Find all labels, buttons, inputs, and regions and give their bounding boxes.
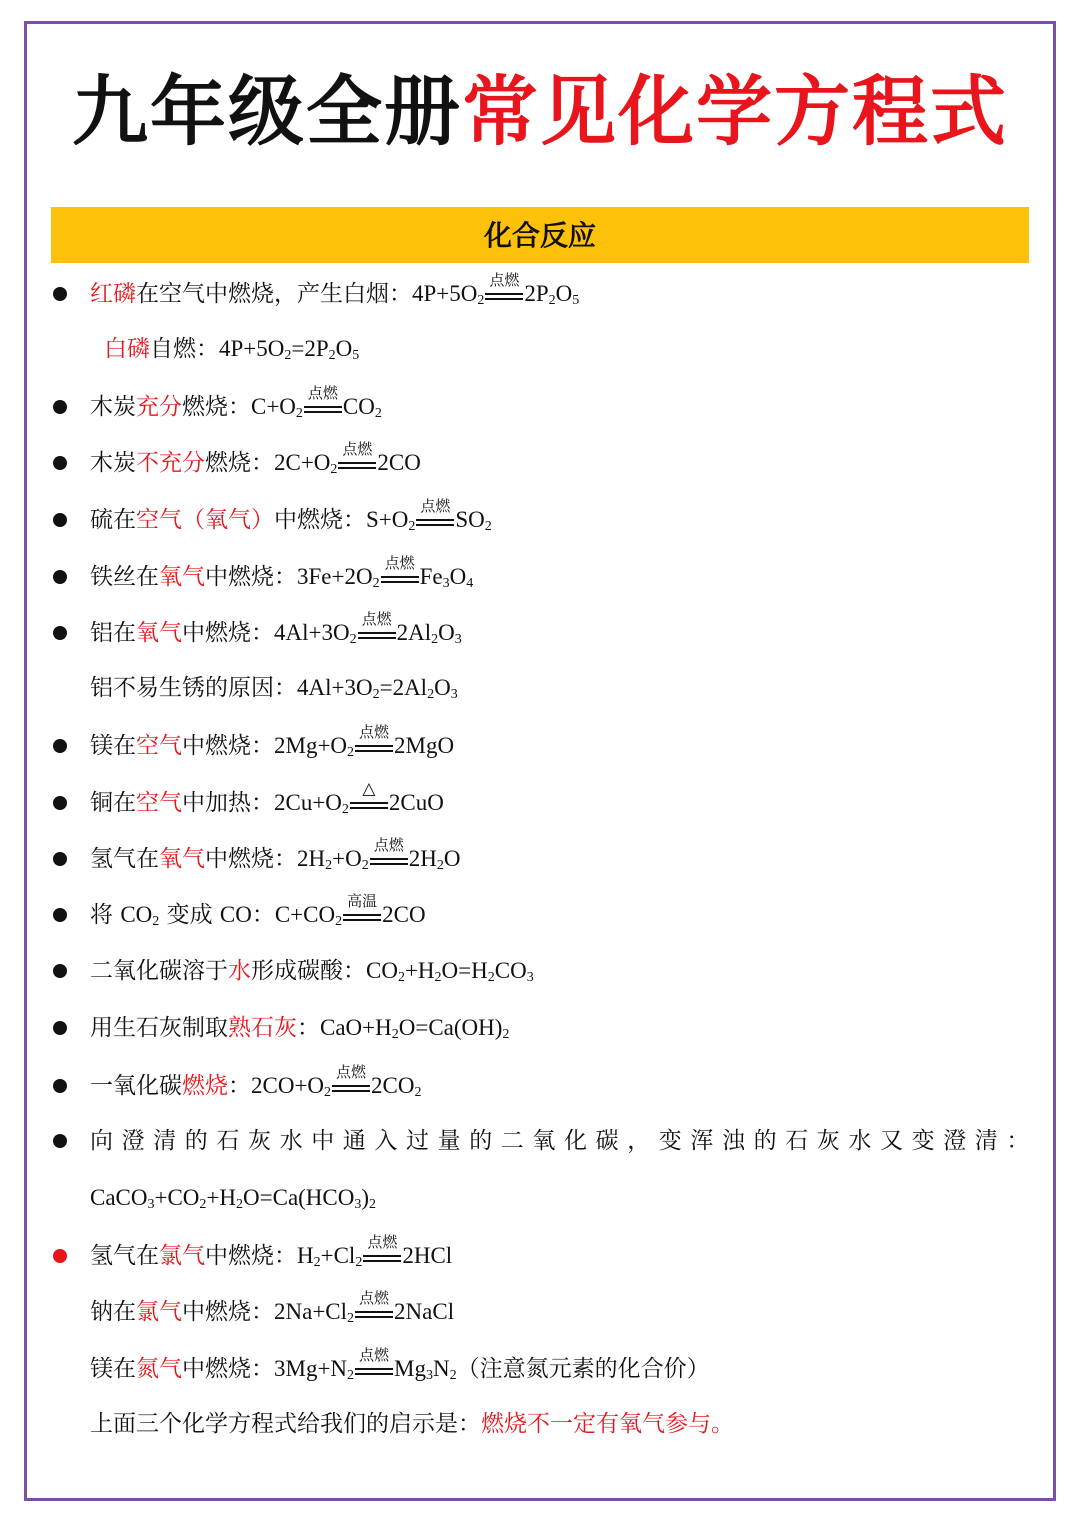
bullet: [53, 400, 67, 414]
reaction-condition: △: [349, 789, 389, 819]
reaction-condition: 点燃: [369, 845, 409, 875]
list-item: 白磷自燃：$4P+5O_2=2P_2O_5$: [104, 336, 360, 363]
list-item: 向澄清的石灰水中通入过量的二氧化碳，变浑浊的石灰水又变澄清：: [90, 1121, 1038, 1161]
bullet: [53, 964, 67, 978]
reaction-condition: 点燃: [484, 280, 524, 310]
list-item: 木炭充分燃烧：$C+O_2$ 点燃 $CO_2$: [90, 387, 382, 427]
list-item: 氢气在氧气中燃烧：$2H_2+O_2$ 点燃 $2H_2O$: [90, 839, 460, 879]
reaction-condition: 点燃: [354, 1298, 394, 1328]
list-item: 镁在氮气中燃烧：$3Mg+N_2$ 点燃 $Mg_3N_2$（注意氮元素的化合价）: [90, 1345, 710, 1383]
reaction-condition: 点燃: [415, 506, 455, 536]
bullet: [53, 570, 67, 584]
list-item: $CaCO_3+CO_2+H_2O=Ca(HCO_3)_2$: [90, 1185, 377, 1212]
list-item: 铁丝在氧气中燃烧：$3Fe+2O_2$ 点燃 $Fe_3O_4$: [90, 557, 473, 597]
reaction-condition: 点燃: [354, 1355, 394, 1385]
bullet: [53, 1021, 67, 1035]
list-item: 氢气在氯气中燃烧：$H_2+Cl_2$ 点燃 2HCl: [90, 1236, 452, 1276]
section-header: 化合反应: [51, 207, 1029, 263]
page-title: 九年级全册常见化学方程式: [72, 67, 1008, 156]
bullet: [53, 1249, 67, 1263]
list-item: 红磷在空气中燃烧，产生白烟：$4P+5O_2$ 点燃 $2P_2O_5$: [90, 274, 579, 314]
list-item: 上面三个化学方程式给我们的启示是：燃烧不一定有氧气参与。: [90, 1411, 734, 1437]
bullet: [53, 513, 67, 527]
list-item: 铝在氧气中燃烧：$4Al+3O_2$ 点燃 $2Al_2O_3$: [90, 613, 462, 653]
reaction-condition: 点燃: [337, 449, 377, 479]
reaction-condition: 高温: [342, 901, 382, 931]
list-item: 镁在空气中燃烧：$2Mg+O_2$ 点燃 2MgO: [90, 726, 454, 766]
reaction-condition: 点燃: [357, 619, 397, 649]
list-item: 钠在氯气中燃烧：$2Na+Cl_2$ 点燃 2NaCl: [90, 1288, 455, 1326]
list-item: 将 $CO_2$ 变成 CO：$C+CO_2$ 高温 2CO: [90, 895, 426, 935]
reaction-condition: 点燃: [380, 563, 420, 593]
reaction-condition: 点燃: [354, 732, 394, 762]
list-item: 木炭不充分燃烧：$2C+O_2$ 点燃 2CO: [90, 443, 421, 483]
bullet: [53, 626, 67, 640]
list-item: 一氧化碳燃烧：$2CO+O_2$ 点燃 $2CO_2$: [90, 1066, 422, 1106]
list-item: 二氧化碳溶于水形成碳酸：$CO_2+H_2O=H_2CO_3$: [90, 951, 534, 991]
list-item: 铝不易生锈的原因：$4Al+3O_2=2Al_2O_3$: [90, 675, 458, 702]
list-item: 硫在空气（氧气）中燃烧：$S+O_2$ 点燃 $SO_2$: [90, 500, 492, 540]
bullet: [53, 1134, 67, 1148]
bullet: [53, 739, 67, 753]
reaction-condition: 点燃: [362, 1242, 402, 1272]
reaction-condition: 点燃: [331, 1072, 371, 1102]
bullet: [53, 852, 67, 866]
bullet: [53, 287, 67, 301]
bullet: [53, 1079, 67, 1093]
bullet: [53, 908, 67, 922]
bullet: [53, 456, 67, 470]
reaction-condition: 点燃: [303, 393, 343, 423]
list-item: 铜在空气中加热：$2Cu+O_2$ △ 2CuO: [90, 783, 444, 823]
bullet: [53, 796, 67, 810]
list-item: 用生石灰制取熟石灰：$CaO+H_2O=Ca(OH)_2$: [90, 1008, 509, 1048]
